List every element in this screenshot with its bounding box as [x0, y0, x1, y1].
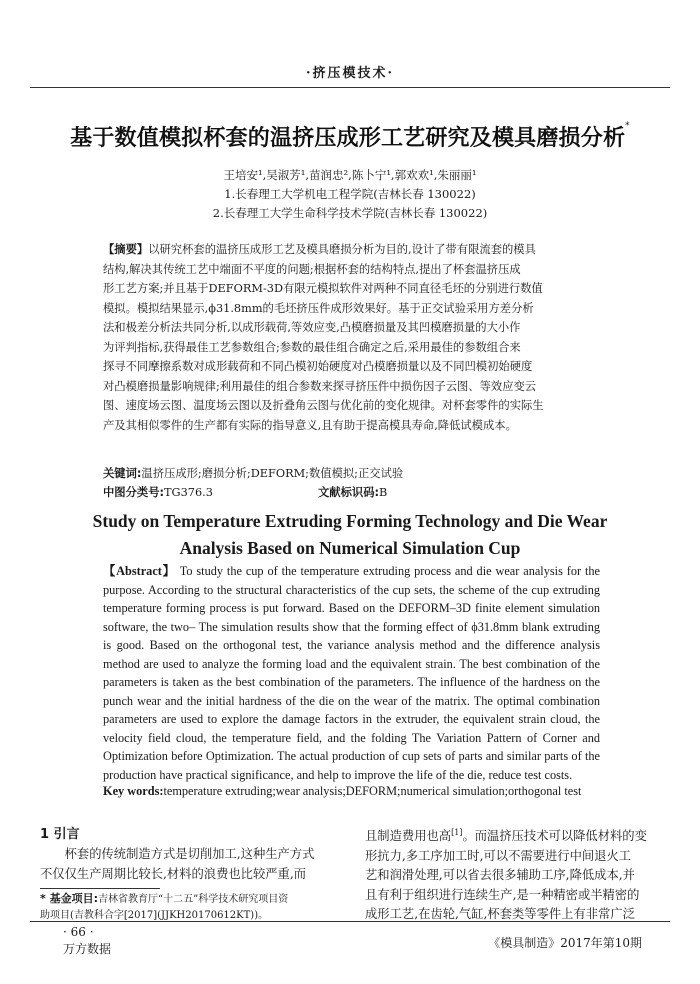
abstract-cn-line: 探寻不同摩擦系数对成形载荷和不同凸模初始硬度对凸模磨损量以及不同凹模初始硬度 [103, 360, 533, 373]
classification-line [103, 484, 600, 500]
intro-left-column [40, 845, 340, 884]
clc-value: TG376.3 [164, 486, 213, 499]
clc-label: 中图分类号: [103, 486, 165, 499]
abstract-en-label: 【Abstract】 [103, 564, 176, 578]
title-en: Study on Temperature Extruding Forming Technology and Die Wear Analysis Based on Numerical Simulation Cup [92, 511, 608, 558]
header-rule [30, 87, 670, 88]
abstract-cn-line: 为评判指标,获得最佳工艺参数组合;参数的最佳组合确定之后,采用最佳的参数组合来 [103, 340, 521, 354]
funding-footnote: * 基金项目:吉林省教育厅“十二五”科学技术研究项目资 助项目(吉教科合字[2017](JJKH20170612KT))。 [40, 892, 289, 921]
keywords-cn: 关键词:温挤压成形;磨损分析;DEFORM;数值模拟;正交试验 [103, 467, 404, 480]
intro-right-line: 且制造费用也高[1]。而温挤压技术可以降低材料的变 [365, 828, 647, 844]
page-number: · 66 · [63, 925, 94, 939]
keywords-en-label: Key words: [103, 784, 164, 798]
title-footnote-marker: * [625, 121, 630, 131]
affiliation-2: 2.长春理工大学生命科学技术学院(吉林长春 130022) [212, 206, 488, 220]
intro-right-line: 成形工艺,在齿轮,气缸,杯套类等零件上有非常广泛 [365, 907, 635, 922]
title-cn: 基于数值模拟杯套的温挤压成形工艺研究及模具磨损分析* [70, 121, 630, 151]
keywords-en: Key words:temperature extruding;wear analysis;DEFORM;numerical simulation;orthogonal test [103, 784, 582, 798]
abstract-cn-line: 对凸模磨损量影响规律;利用最佳的组合参数来探寻挤压件中损伤因子云图、等效应变云 [103, 379, 537, 393]
abstract-cn-line: 法和极差分析法共同分析,以成形载荷,等效应变,凸模磨损量及其凹模磨损量的大小作 [103, 321, 521, 334]
affiliation-1: 1.长春理工大学机电工程学院(吉林长春 130022) [224, 187, 476, 201]
section-label: ·挤压模技术· [305, 66, 395, 81]
abstract-cn-label: 【摘要】 [103, 243, 149, 256]
footer-rule [30, 921, 670, 922]
doc-code-value: B [379, 486, 388, 499]
intro-right-line: 形抗力,多工序加工时,可以不需要进行中间退火工 [365, 848, 632, 863]
abstract-cn-line: 结构,解决其传统工艺中端面不平度的问题;根据杯套的结构特点,提出了杯套温挤压成 [103, 262, 521, 276]
abstract-cn [103, 240, 600, 435]
footnote-rule [40, 888, 160, 889]
intro-right-column [365, 823, 665, 925]
footnote-label: * 基金项目: [40, 892, 98, 905]
citation-ref: [1] [451, 828, 463, 837]
abstract-cn-line: 模拟。模拟结果显示,ϕ31.8mm的毛坯挤压件成形效果好。基于正交试验采用方差分析 [103, 301, 534, 315]
intro-left-line: 不仅仅生产周期比较长,材料的浪费也比较严重,而 [40, 866, 307, 881]
abstract-cn-line: 【摘要】以研究杯套的温挤压成形工艺及模具磨损分析为目的,设计了带有限流套的模具 [103, 243, 536, 256]
intro-left-line: 杯套的传统制造方式是切削加工,这种生产方式 [64, 847, 315, 861]
abstract-cn-line: 产及其相似零件的生产都有实际的指导意义,且有助于提高模具寿命,降低试模成本。 [103, 418, 517, 432]
keywords-cn-label: 关键词: [103, 467, 142, 480]
abstract-cn-line: 形工艺方案;并且基于DEFORM-3D有限元模拟软件对两种不同直径毛坯的分别进行数值 [103, 282, 543, 295]
section-heading-intro: 1 引言 [40, 827, 80, 842]
abstract-en: 【Abstract】 To study the cup of the temperature extruding process and die wear analysis for the purpose. According to the structural characteristics of the cup sets, the scheme of the cup extruding temperature forming process is put forward. Based on the DEFORM–3D finite element simulation software, the two– The simulation results show that the forming effect of ϕ31.8mm blank extruding is good. Based on the orthogonal test, the variance analysis method and the difference analysis method are used to analyze the forming load and the equivalent strain. The best combination of the parameters is taken as the best combination of the parameters. The influence of the hardness on the punch wear and the initial hardness of the die on the wear of the matrix. The optimal combination parameters are used to explore the damage factors in the extruder, the equivalent strain cloud, the velocity field cloud, the temperature field, and the folding The Variation Pattern of Corner and Optimization before Optimization. The actual production of cup sets of parts and similar parts of the production have practical significance, and help to improve the life of the die, reduce test costs. [103, 564, 600, 783]
journal-footer: 《模具制造》2017年第10期 [488, 936, 642, 950]
intro-right-line: 且有利于组织进行连续生产,是一种精密或半精密的 [365, 887, 640, 902]
authors: 王培安¹,吴淑芳¹,苗润忠²,陈卜宁¹,郭欢欢¹,朱丽丽¹ [223, 168, 477, 182]
intro-right-line: 艺和润滑处理,可以省去很多辅助工序,降低成本,并 [365, 868, 635, 883]
doc-code-label: 文献标识码: [318, 486, 380, 499]
abstract-cn-line: 图、速度场云图、温度场云图以及折叠角云图与优化前的变化规律。对杯套零件的实际生 [103, 399, 544, 412]
watermark: 万方数据 [63, 942, 112, 956]
